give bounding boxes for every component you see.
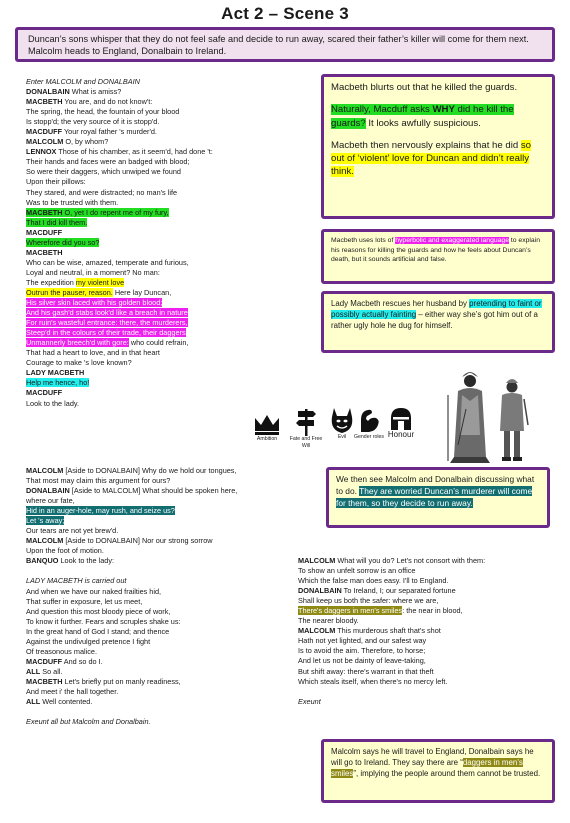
script-line: His silver skin laced with his golden blood; bbox=[26, 298, 163, 308]
script-line: Let 's away; bbox=[26, 516, 65, 526]
script-line: MACDUFF bbox=[26, 388, 63, 398]
script-line: Is stopp'd; the very source of it is stopp'd. bbox=[26, 117, 160, 127]
script-line: Their hands and faces were an badged with blood; bbox=[26, 157, 190, 167]
script-line: There's daggers in men's smiles: the near in blood, bbox=[298, 606, 463, 616]
script-line: And when we have our naked frailties hid, bbox=[26, 586, 162, 596]
script-line: The expedition my violent love bbox=[26, 277, 125, 287]
script-line: Unmannerly breech'd with gore: who could refrain, bbox=[26, 338, 189, 348]
script-line: Against the undivulged pretence I fight bbox=[26, 636, 151, 646]
script-line: Which steals itself, when there's no mercy left. bbox=[298, 676, 448, 686]
helmet-icon bbox=[388, 406, 414, 432]
script-line: MACDUFF And so do I. bbox=[26, 656, 103, 666]
script-line: For ruin's wasteful entrance: there, the murderers, bbox=[26, 318, 188, 328]
script-line: Hath not yet lighted, and our safest way bbox=[298, 636, 427, 646]
note-run-away bbox=[326, 467, 550, 528]
script-line: But shift away: there's warrant in that theft bbox=[298, 666, 434, 676]
note-guards bbox=[321, 74, 555, 219]
script-line: That I did kill them. bbox=[26, 217, 88, 227]
theme-honour bbox=[383, 406, 419, 439]
script-line: LENNOX Those of his chamber, as it seem'd, had done 't: bbox=[26, 147, 213, 157]
script-line: MALCOLM This murderous shaft that's shot bbox=[298, 626, 441, 636]
script-line: So were their daggers, which unwiped we found bbox=[26, 167, 181, 177]
note-paragraph: Malcolm says he will travel to England, Donalbain says he will go to Ireland. They say there are “daggers in men’s smiles”, implying the people around them cannot be trusted. bbox=[331, 747, 541, 779]
theme-fate-label: Fate and Free Will bbox=[289, 436, 323, 449]
script-line: Wherefore did you so? bbox=[26, 237, 100, 247]
page-title: Act 2 – Scene 3 bbox=[221, 4, 349, 23]
script-line: BANQUO Look to the lady: bbox=[26, 556, 115, 566]
script-left-bottom bbox=[26, 466, 237, 727]
script-line: The nearer bloody. bbox=[298, 616, 359, 626]
note-faint bbox=[321, 291, 555, 353]
script-line: MALCOLM [Aside to DONALBAIN] Nor our strong sorrow bbox=[26, 536, 213, 546]
script-line: Which the false man does easy. I'll to England. bbox=[298, 576, 449, 586]
note-paragraph: We then see Malcolm and Donalbain discussing what to do. They are worried Duncan’s murderer will come for them, so they decide to run away. bbox=[336, 474, 535, 508]
script-line: Steep'd in the colours of their trade, their daggers bbox=[26, 328, 186, 338]
script-line: MACBETH You are, and do not know't: bbox=[26, 97, 153, 107]
script-line: LADY MACBETH is carried out bbox=[26, 576, 127, 586]
theme-evil-label: Evil bbox=[337, 434, 347, 440]
theme-honour-label: Honour bbox=[387, 430, 415, 439]
script-line: Help me hence, ho! bbox=[26, 378, 90, 388]
theme-gender-label: Gender roles bbox=[354, 434, 384, 440]
script-line: Loyal and neutral, in a moment? No man: bbox=[26, 267, 160, 277]
note-daggers bbox=[321, 739, 555, 803]
script-line: ALL So all. bbox=[26, 666, 63, 676]
theme-fate bbox=[289, 406, 323, 449]
script-line: They stared, and were distracted; no man's life bbox=[26, 187, 178, 197]
script-line: And his gash'd stabs look'd like a breach in nature bbox=[26, 308, 188, 318]
signpost-icon bbox=[294, 406, 318, 436]
script-line: That most may claim this argument for ours? bbox=[26, 476, 171, 486]
script-line: Exeunt bbox=[298, 696, 321, 706]
script-line: The spring, the head, the fountain of your blood bbox=[26, 107, 180, 117]
devil-icon bbox=[330, 406, 354, 434]
note-paragraph: Macbeth then nervously explains that he did so out of ‘violent’ love for Duncan and didn’t really think. bbox=[331, 139, 532, 178]
script-line: Look to the lady. bbox=[26, 398, 80, 408]
script-line: Hid in an auger-hole, may rush, and seize us? bbox=[26, 506, 175, 516]
script-line: LADY MACBETH bbox=[26, 368, 85, 378]
note-paragraph: Macbeth uses lots of hyperbolic and exaggerated language to explain his reasons for killing the guards and how he feels about Duncan’s death, but it sounds artificial and false. bbox=[331, 237, 540, 264]
script-line: That suffer in exposure, let us meet, bbox=[26, 596, 143, 606]
script-line: Exeunt all but Malcolm and Donalbain. bbox=[26, 717, 151, 727]
script-line: MALCOLM [Aside to DONALBAIN] Why do we hold our tongues, bbox=[26, 466, 237, 475]
script-line: Upon the foot of motion. bbox=[26, 546, 104, 556]
script-line: That had a heart to love, and in that heart bbox=[26, 348, 160, 358]
script-line: To know it further. Fears and scruples shake us: bbox=[26, 616, 181, 626]
note-paragraph: Naturally, Macduff asks WHY did he kill the guards? It looks awfully suspicious. bbox=[331, 104, 514, 129]
script-line: MACBETH bbox=[26, 247, 63, 257]
script-right bbox=[298, 556, 485, 707]
script-line: DONALBAIN [Aside to MALCOLM] What should be spoken here, bbox=[26, 486, 238, 496]
script-line: Of treasonous malice. bbox=[26, 646, 97, 656]
script-line: Enter MALCOLM and DONALBAIN bbox=[26, 77, 140, 86]
script-line: Outrun the pauser, reason. Here lay Duncan, bbox=[26, 287, 172, 297]
theme-gender bbox=[352, 406, 386, 441]
script-line: DONALBAIN To Ireland, I; our separated fortune bbox=[298, 586, 456, 596]
note-paragraph: Macbeth blurts out that he killed the guards. bbox=[331, 82, 518, 93]
script-line: And question this most bloody piece of work, bbox=[26, 606, 171, 616]
script-line: And let us not be dainty of leave-taking, bbox=[298, 656, 426, 666]
second-figure bbox=[500, 379, 528, 461]
script-line: Courage to make 's love known? bbox=[26, 358, 132, 368]
crown-icon bbox=[252, 412, 282, 436]
scene-summary-text: Duncan’s sons whisper that they do not feel safe and decide to run away, scared their father’s killer will come for them next. Malcolm heads to England, Donalbain to Ireland. bbox=[28, 34, 529, 57]
script-line: MACBETH Let's briefly put on manly readiness, bbox=[26, 676, 181, 686]
script-line: MACDUFF Your royal father 's murder'd. bbox=[26, 127, 157, 137]
flexed-arm-icon bbox=[357, 406, 381, 434]
script-line: ALL Well contented. bbox=[26, 697, 93, 707]
script-line: In the great hand of God I stand; and thence bbox=[26, 626, 170, 636]
script-line: MALCOLM What will you do? Let's not consort with them: bbox=[298, 556, 486, 565]
script-line: Is to avoid the aim. Therefore, to horse; bbox=[298, 646, 426, 656]
script-line: To show an unfelt sorrow is an office bbox=[298, 566, 416, 576]
script-line: MACBETH O, yet I do repent me of my fury, bbox=[26, 207, 169, 217]
script-left-top bbox=[26, 77, 213, 409]
script-line: Upon their pillows: bbox=[26, 177, 86, 187]
script-line: Shall keep us both the safer: where we are, bbox=[298, 596, 439, 606]
script-line: Who can be wise, amazed, temperate and furious, bbox=[26, 257, 189, 267]
note-paragraph: Lady Macbeth rescues her husband by pretending to faint or possibly actually fainting – either way she’s got him out of a rather ugly hole he dug for himself. bbox=[331, 299, 542, 331]
script-line: where our fate, bbox=[26, 496, 75, 506]
macbeth-figure bbox=[448, 372, 490, 463]
script-line: DONALBAIN What is amiss? bbox=[26, 87, 122, 97]
script-line: MACDUFF bbox=[26, 227, 63, 237]
note-language bbox=[321, 229, 555, 284]
script-line: Our tears are not yet brew'd. bbox=[26, 526, 119, 536]
line-gap bbox=[26, 707, 237, 717]
script-line: And meet i' the hall together. bbox=[26, 686, 119, 696]
characters-illustration bbox=[440, 365, 540, 465]
scene-summary-box bbox=[15, 27, 555, 62]
line-gap bbox=[26, 566, 237, 576]
theme-ambition bbox=[250, 412, 284, 443]
script-line: MALCOLM O, by whom? bbox=[26, 137, 109, 147]
line-gap bbox=[298, 687, 485, 697]
script-line: Was to be trusted with them. bbox=[26, 197, 119, 207]
theme-ambition-label: Ambition bbox=[256, 436, 278, 442]
